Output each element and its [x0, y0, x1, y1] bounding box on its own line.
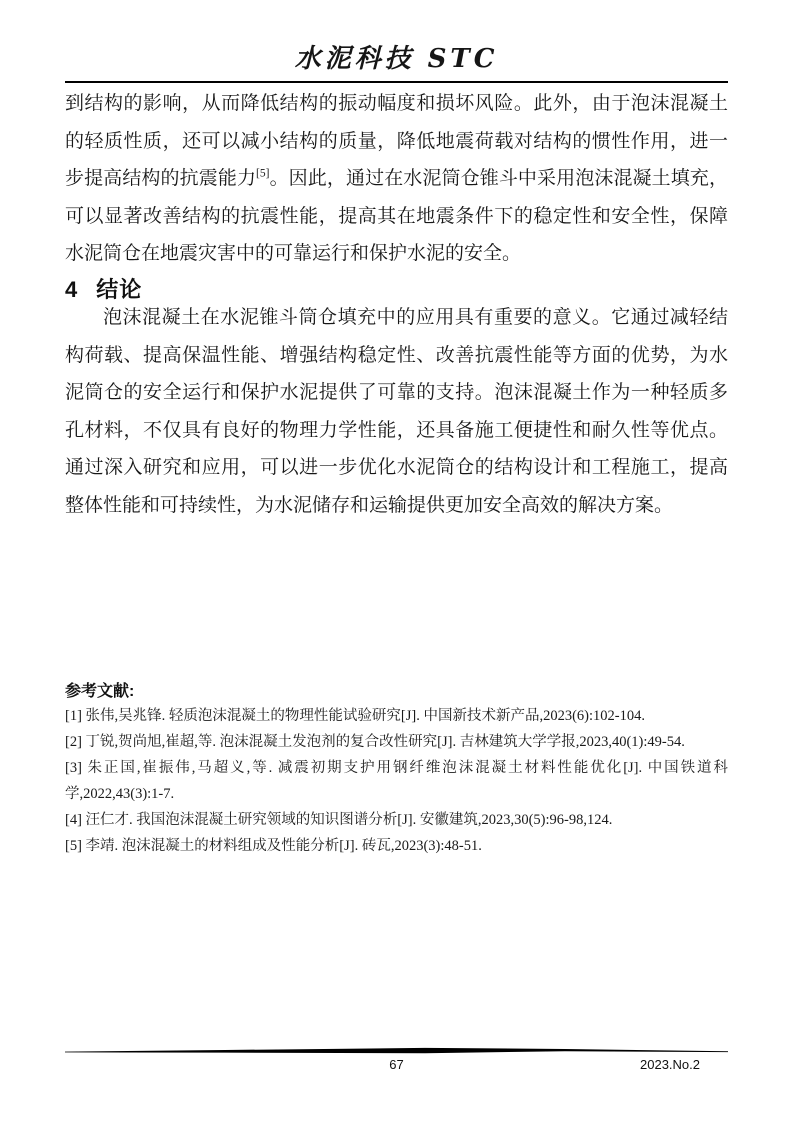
paragraph-text-after-citation: 。因此，通过在水泥筒仓锥斗中采用泡沫混凝土填充，可以显著改善结构的抗震性能，提高其在地震条件下的稳定性和安全性，保障水泥筒仓在地震灾害中的可靠运行和保护水泥的安全。: [65, 168, 728, 265]
references-heading: 参考文献:: [65, 683, 135, 700]
section-number: 4: [65, 277, 79, 302]
reference-item-1: [1] 张伟,吴兆锋. 轻质泡沫混凝土的物理性能试验研究[J]. 中国新技术新产品,2023(6):102-104.: [65, 708, 645, 724]
references-list: [65, 703, 728, 859]
conclusion-paragraph: 泡沫混凝土在水泥锥斗筒仓填充中的应用具有重要的意义。它通过减轻结构荷载、提高保温性能、增强结构稳定性、改善抗震性能等方面的优势，为水泥筒仓的安全运行和保护水泥提供了可靠的支持。泡沫混凝土作为一种轻质多孔材料，不仅具有良好的物理力学性能，还具备施工便捷性和耐久性等优点。通过深入研究和应用，可以进一步优化水泥筒仓的结构设计和工程施工，提高整体性能和可持续性，为水泥储存和运输提供更加安全高效的解决方案。: [65, 307, 728, 516]
footer-rule: [65, 1047, 728, 1055]
citation-superscript: [5]: [256, 167, 270, 180]
header-rule: [65, 81, 728, 83]
reference-item-2: [2] 丁锐,贺尚旭,崔超,等. 泡沫混凝土发泡剂的复合改性研究[J]. 吉林建筑大学学报,2023,40(1):49-54.: [65, 734, 685, 750]
continuation-paragraph: [65, 85, 728, 273]
paragraph-text-before-citation: 到结构的影响，从而降低结构的振动幅度和损坏风险。此外，由于泡沫混凝土的轻质性质，还可以减小结构的质量，降低地震荷载对结构的惯性作用，进一步提高结构的抗震能力: [65, 93, 728, 190]
section-title: 结论: [96, 277, 143, 302]
page-number: 67: [389, 1057, 404, 1072]
reference-item-5: [5] 李靖. 泡沫混凝土的材料组成及性能分析[J]. 砖瓦,2023(3):48-51.: [65, 838, 482, 854]
reference-item-3: [3] 朱正国,崔振伟,马超义,等. 减震初期支护用钢纤维泡沫混凝土材料性能优化[J]. 中国铁道科学,2022,43(3):1-7.: [65, 760, 728, 802]
reference-item-4: [4] 汪仁才. 我国泡沫混凝土研究领域的知识图谱分析[J]. 安徽建筑,2023,30(5):96-98,124.: [65, 812, 613, 828]
issue-number: 2023.No.2: [640, 1057, 700, 1072]
journal-title: 水泥科技 STC: [294, 44, 499, 74]
